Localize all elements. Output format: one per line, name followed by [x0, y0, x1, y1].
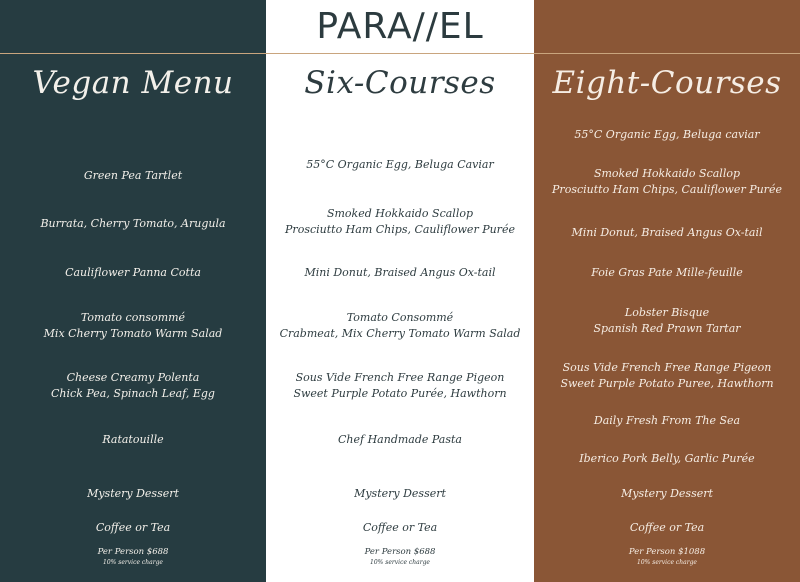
eight-course-panel	[534, 0, 800, 582]
six-course-4: Tomato Consommé Crabmeat, Mix Cherry Tomato Warm Salad	[279, 311, 521, 340]
six-course-panel	[266, 0, 534, 582]
eight-course-4: Foie Gras Pate Mille-feuille	[591, 266, 743, 279]
six-course-8: Coffee or Tea	[362, 521, 438, 534]
six-course-service-charge: 10% service charge	[370, 559, 430, 566]
six-course-7: Mystery Dessert	[354, 487, 446, 500]
vegan-course-4: Tomato consommé Mix Cherry Tomato Warm Salad	[43, 311, 223, 340]
vegan-menu-panel	[0, 0, 266, 582]
six-course-2: Smoked Hokkaido Scallop Prosciutto Ham Chips, Cauliflower Purée	[285, 207, 515, 236]
vegan-course-7: Mystery Dessert	[87, 487, 179, 500]
vegan-course-8: Coffee or Tea	[95, 521, 171, 534]
six-course-3: Mini Donut, Braised Angus Ox-tail	[304, 266, 496, 279]
header-divider	[0, 53, 800, 54]
eight-course-price: Per Person $1088	[628, 547, 706, 557]
eight-course-8: Iberico Pork Belly, Garlic Purée	[579, 452, 755, 465]
eight-course-1: 55°C Organic Egg, Beluga caviar	[574, 128, 760, 141]
vegan-course-2: Burrata, Cherry Tomato, Arugula	[40, 217, 226, 230]
six-course-1: 55°C Organic Egg, Beluga Caviar	[306, 158, 494, 171]
eight-course-service-charge: 10% service charge	[637, 559, 697, 566]
vegan-course-3: Cauliflower Panna Cotta	[65, 266, 201, 279]
vegan-price: Per Person $688	[97, 547, 169, 557]
eight-course-9: Mystery Dessert	[621, 487, 713, 500]
eight-course-3: Mini Donut, Braised Angus Ox-tail	[571, 226, 763, 239]
six-course-5: Sous Vide French Free Range Pigeon Sweet Purple Potato Purée, Hawthorn	[293, 371, 507, 400]
eight-course-7: Daily Fresh From The Sea	[593, 414, 741, 427]
vegan-course-6: Ratatouille	[102, 433, 164, 446]
vegan-menu-title: Vegan Menu	[32, 65, 234, 101]
six-course-price: Per Person $688	[364, 547, 436, 557]
eight-course-2: Smoked Hokkaido Scallop Prosciutto Ham Chips, Cauliflower Purée	[552, 167, 782, 196]
six-course-6: Chef Handmade Pasta	[338, 433, 462, 446]
eight-course-6: Sous Vide French Free Range Pigeon Sweet Purple Potato Puree, Hawthorn	[560, 361, 774, 390]
brand-logo: PARA//EL	[316, 6, 484, 47]
eight-course-10: Coffee or Tea	[629, 521, 705, 534]
vegan-course-5: Cheese Creamy Polenta Chick Pea, Spinach Leaf, Egg	[51, 371, 215, 400]
vegan-course-1: Green Pea Tartlet	[83, 169, 183, 182]
six-course-title: Six-Courses	[304, 65, 496, 101]
eight-course-title: Eight-Courses	[552, 65, 782, 101]
vegan-service-charge: 10% service charge	[103, 559, 163, 566]
eight-course-5: Lobster Bisque Spanish Red Prawn Tartar	[593, 306, 741, 335]
